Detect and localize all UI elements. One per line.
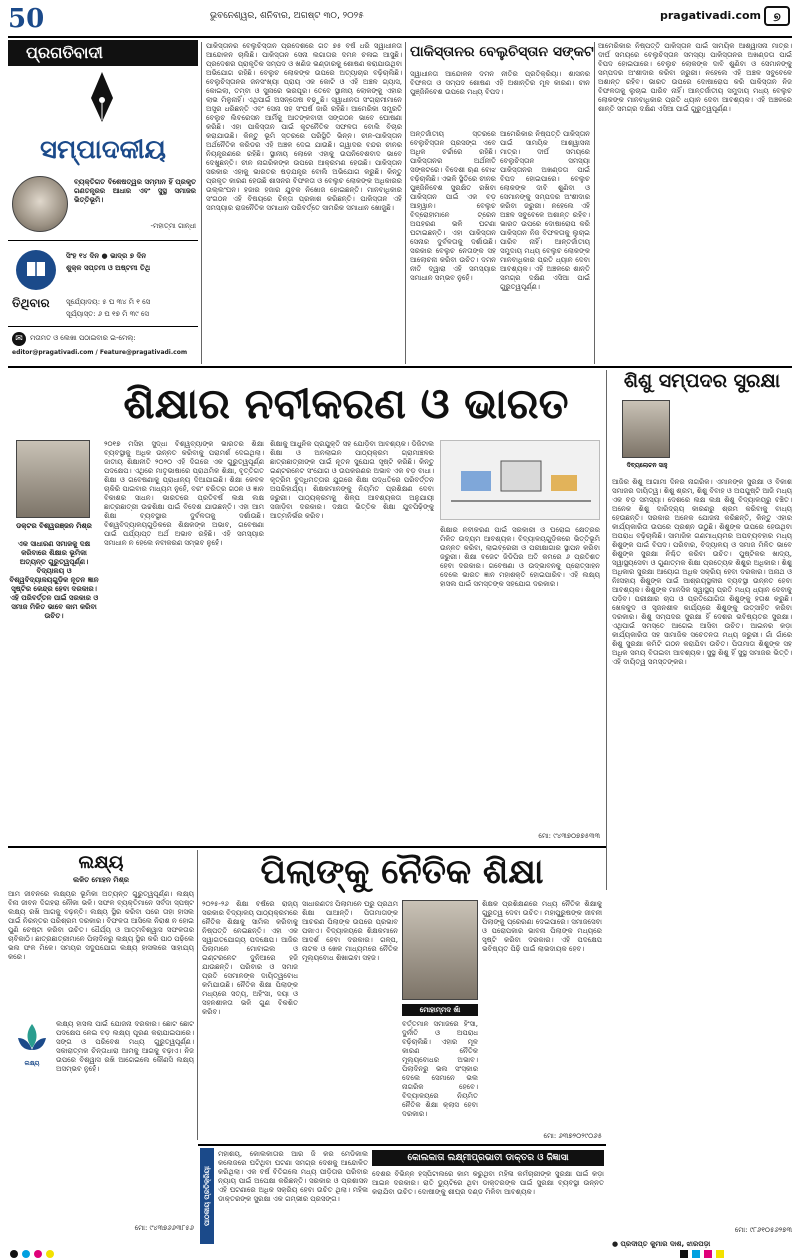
sidebar-divider-2 — [8, 326, 198, 327]
editorial-column-1: ପାକିସ୍ତାନର ବେଲୁଚିସ୍ତାନ ପ୍ରଦେଶରେ ଗତ ୭୫ ବର୍ଷ ଧରି ସ୍ୱାଧୀନତା ଆନ୍ଦୋଳନ ଚାଲିଛି। ପାକିସ୍ତାନ ସେନା ଲଗାତାର ଦମନ ଚଳାଇ ଆସୁଛି। ପ୍ରଦେଶର ପ୍ରାକୃତିକ ସମ୍ପଦ ଓ ଖଣିଜ ଭଣ୍ଡାରକୁ ଶୋଷଣ କରାଯାଉଥିବା ଅଭିଯୋଗ ରହିଛି। ବେଲୁଚ ଲୋକଙ୍କ ଉପରେ ଅତ୍ୟାଚାର ବଢ଼ିଚାଲିଛି। ବେଲୁଚିସ୍ତାନର ଜନସଂଖ୍ୟା ପ୍ରାୟ ଏକ କୋଟି ଓ ଏହି ଅଞ୍ଚଳ ଗ୍ୟାସ, କୋଇଲା, ତମ୍ବା ଓ ସୁନାରେ ଭରପୂର। ତେବେ ସ୍ଥାନୀୟ ଲୋକଙ୍କୁ ଏହାର ଲାଭ ମିଳୁନାହିଁ। ଏଥିପାଇଁ ଅସନ୍ତୋଷ ବଢ଼ୁଛି। ସ୍ୱାଧୀନତା ସଂଗ୍ରାମୀମାନେ ଅସ୍ତ୍ର ଧରିଛନ୍ତି ଏବଂ ସେନା ସହ ସଂଘର୍ଷ ଜାରି ରହିଛି। ଆମେରିକା ସମ୍ପ୍ରତି ବେଲୁଚ ଲିବରେସନ ଆର୍ମିକୁ ଆତଙ୍କବାଦୀ ସଙ୍ଗଠନ ଭାବେ ଘୋଷଣା କରିଛି। ଏହା ପାକିସ୍ତାନ ପାଇଁ କୂଟନୈତିକ ସଫଳତା ବୋଲି ବିଚାର କରାଯାଉଛି। କିନ୍ତୁ ଭୂମି ସ୍ତରରେ ପରିସ୍ଥିତି ଭିନ୍ନ। ଚୀନ-ପାକିସ୍ତାନ ଅର୍ଥନୈତିକ କରିଡର ଏହି ଅଞ୍ଚଳ ଦେଇ ଯାଉଛି। ଗ୍ୱାଦର ବନ୍ଦର ଚୀନର ନିୟନ୍ତ୍ରଣରେ ରହିଛି। ସ୍ଥାନୀୟ ଲୋକେ ଏହାକୁ ଉପନିବେଶବାଦ ଭାବେ ଦେଖୁଛନ୍ତି। ଚୀନ ନାଗରିକଙ୍କ ଉପରେ ଆକ୍ରମଣ ହେଉଛି। ପାକିସ୍ତାନ ସରକାର ଏହାକୁ ଭାରତର ଷଡ଼ଯନ୍ତ୍ର ବୋଲି ଅଭିଯୋଗ କରୁଛି। କିନ୍ତୁ ପ୍ରକୃତ କାରଣ ହେଉଛି ଶାସନର ବିଫଳତା ଓ ବେଲୁଚ ଲୋକଙ୍କ ଅଧିକାରର ଉଲ୍ଲଂଘନ। ହଜାର ହଜାର ଯୁବକ ନିଖୋଜ ହୋଇଛନ୍ତି। ମାନବାଧିକାର ସଂଗଠନ ଏହି ବିଷୟରେ ଚିନ୍ତା ପ୍ରକାଶ କରିଛନ୍ତି। ପାକିସ୍ତାନ ଏହି ସମସ୍ୟାର ରାଜନୈତିକ ସମାଧାନ ପରିବର୍ତ୍ତେ ସାମରିକ ସମାଧାନ ଖୋଜୁଛି। — [206, 42, 402, 212]
anniversary-number: 50 — [8, 4, 45, 34]
gandhi-quote: ବ୍ୟକ୍ତିଗତ ବିଶେଷତ୍ୱର ସମ୍ମାନ ହିଁ ପ୍ରକୃତ ଗଣତନ୍ତ୍ରର ଆଧାର ଏବଂ ସୁସ୍ଥ ସମାଜର ଭିତ୍ତିଭୂମି। — [74, 178, 196, 204]
sidebar-rule — [201, 42, 202, 364]
reg-dot-cyan — [22, 1250, 30, 1258]
pen-nib-icon — [88, 70, 116, 124]
masthead — [0, 0, 800, 38]
registration-marks-left — [10, 1250, 130, 1258]
section-rule — [8, 846, 606, 848]
pilanku-signoff: ମୋ: ୬୩୭୨୦୨୯୦୬୫ — [543, 1132, 602, 1140]
lakshya-column: ଆମ ଜୀବନରେ ଲକ୍ଷ୍ୟର ଭୂମିକା ଅତ୍ୟନ୍ତ ଗୁରୁତ୍ୱପୂର୍ଣ୍ଣ। ଲକ୍ଷ୍ୟ ବିନା ଜୀବନ ଦିଗହରା ନୌକା ଭଳି। ସଫଳ ବ୍ୟକ୍ତିମାନେ ସର୍ବଦା ସ୍ପଷ୍ଟ ଲକ୍ଷ୍ୟ ରଖି ଆଗକୁ ବଢ଼ନ୍ତି। ଲକ୍ଷ୍ୟ ସ୍ଥିର କରିବା ପରେ ତାହା ହାସଲ ପାଇଁ ନିରନ୍ତର ପରିଶ୍ରମ ଦରକାର। ବିଫଳତା ଆସିଲେ ନିରାଶ ନ ହୋଇ ପୁଣି ଚେଷ୍ଟା କରିବା ଉଚିତ। ଧୈର୍ଯ୍ୟ ଓ ଆତ୍ମବିଶ୍ୱାସ ସଫଳତାର ଚାବିକାଠି। ଛାତ୍ରଛାତ୍ରୀମାନେ ପିଲାଦିନରୁ ଲକ୍ଷ୍ୟ ସ୍ଥିର କରି ପାଠ ପଢ଼ିଲେ ଭଲ ଫଳ ମିଳେ। ସମୟର ସଦୁପଯୋଗ ଲକ୍ଷ୍ୟ ହାସଲରେ ସାହାଯ୍ୟ କରେ। — [8, 890, 194, 961]
main-column-1: ୨୦୧୭ ମସିହା ସୁଦ୍ଧା ବିଶ୍ୱବ୍ୟାଙ୍କ ଭାରତର ଶିକ୍ଷା ବ୍ୟବସ୍ଥାକୁ ଅଧିକ ଉନ୍ନତ କରିବାକୁ ପରାମର୍ଶ ଦେଇଥିଲା। ଜାତୀୟ ଶିକ୍ଷାନୀତି ୨୦୨୦ ଏହି ଦିଗରେ ଏକ ଗୁରୁତ୍ୱପୂର୍ଣ୍ଣ ପଦକ୍ଷେପ। ଏଥିରେ ମାତୃଭାଷାରେ ପ୍ରାଥମିକ ଶିକ୍ଷା, ବୃତ୍ତିଗତ ଶିକ୍ଷା ଓ ଗବେଷଣାକୁ ପ୍ରାଧାନ୍ୟ ଦିଆଯାଇଛି। ଶିକ୍ଷା କେବଳ ଚାକିରି ପାଇବାର ମାଧ୍ୟମ ନୁହେଁ, ବରଂ ଚରିତ୍ର ଗଠନ ଓ ଜ୍ଞାନ ବିକାଶର ସାଧନ। ଭାରତରେ ପ୍ରତିବର୍ଷ ଲକ୍ଷ ଲକ୍ଷ ଛାତ୍ରଛାତ୍ରୀ ଉଚ୍ଚଶିକ୍ଷା ପାଇଁ ବିଦେଶ ଯାଉଛନ୍ତି। ଏହା ଆମ ଶିକ୍ଷା ବ୍ୟବସ୍ଥାର ଦୁର୍ବଳତାକୁ ଦର୍ଶାଉଛି। ବିଶ୍ୱବିଦ୍ୟାଳୟଗୁଡ଼ିକରେ ଶିକ୍ଷକଙ୍କ ଅଭାବ, ଗବେଷଣା ପାଇଁ ପର୍ଯ୍ୟାପ୍ତ ଅର୍ଥ ଅଭାବ ରହିଛି। ଏହି ସମସ୍ୟାର ସମାଧାନ ନ ହେଲେ ନବୀକରଣ ସମ୍ଭବ ନୁହେଁ। — [104, 440, 264, 547]
lakshya-author: ଲଳିତ ମୋହନ ମିଶ୍ର — [72, 876, 129, 884]
main-signoff: ମୋ: ୯୪୩୭୦୭୭୫୩୩ — [538, 832, 600, 840]
sunrise-time: ସୂର୍ଯ୍ୟୋଦୟ: ୫ ଘ ୩୪ ମି ୧ ସେ — [66, 298, 151, 306]
shishu-signoff: ମୋ: ୯୮୬୧୦୫୬୨୭୩ — [734, 1226, 792, 1234]
pilanku-author-name: ମୋହାମ୍ମଦ ଖାଁ — [402, 1004, 478, 1016]
reg-dot-yellow — [46, 1250, 54, 1258]
shishu-headline: ଶିଶୁ ସମ୍ପଦର ସୁରକ୍ଷା — [623, 370, 781, 392]
tithi-title: ତିଥିବାର — [12, 296, 50, 310]
registration-marks-right — [680, 1250, 790, 1258]
shishu-author-name: ଦିବ୍ୟଲୋଚନ ସାହୁ — [626, 462, 668, 469]
section-title: ସମ୍ପାଦକୀୟ — [40, 135, 166, 165]
letters-left-column: ମହାଶୟ, କୋଲକାତାର ଆର ଜି କର ମେଡିକାଲ କଲେଜରେ ଘଟିଥିବା ଘଟଣା ସମଗ୍ର ଦେଶକୁ ଆନ୍ଦୋଳିତ କରିଥିଲା। ଏକ ବର୍ଷ ବିତିଗଲେ ମଧ୍ୟ ପୀଡ଼ିତାର ପରିବାର ନ୍ୟାୟ ପାଇଁ ଅପେକ୍ଷା କରିଛନ୍ତି। ସରକାର ଓ ପ୍ରଶାସନ ଏହି ଘଟଣାରେ ଅଧିକ ସକ୍ରିୟ ହେବା ଉଚିତ ଥିଲା। ମହିଳା ଡାକ୍ତରଙ୍କ ସୁରକ୍ଷା ଏକ ଗମ୍ଭୀର ପ୍ରସଙ୍ଗ। — [218, 1150, 368, 1203]
reg-square-yellow — [716, 1250, 724, 1258]
reg-square-cyan — [692, 1250, 700, 1258]
email-address[interactable]: editor@pragativadi.com / Feature@pragativadi.com — [12, 349, 188, 356]
letters-right-column: ଦେଶର ବିଭିନ୍ନ ହସ୍ପିଟାଲରେ କାମ କରୁଥିବା ମହିଳା କର୍ମଚାରୀଙ୍କ ସୁରକ୍ଷା ପାଇଁ କଡ଼ା ଆଇନ ଦରକାର। ରାତି ଡ୍ୟୁଟିରେ ଥିବା ଡାକ୍ତରଙ୍କ ପାଇଁ ସୁରକ୍ଷା ବ୍ୟବସ୍ଥା ଉନ୍ନତ କରାଯିବା ଉଚିତ। ଦୋଷୀଙ୍କୁ ଶୀଘ୍ର ଦଣ୍ଡ ମିଳିବା ଆବଶ୍ୟକ। — [372, 1170, 604, 1196]
education-illustration — [440, 440, 600, 520]
lakshya-logo — [14, 1020, 50, 1066]
page-number — [764, 6, 790, 26]
paper-name-banner — [8, 40, 198, 66]
shishu-column: ଆଜିର ଶିଶୁ ଆଗାମୀ ଦିନର ନାଗରିକ। ଏମାନଙ୍କ ସୁରକ୍ଷା ଓ ବିକାଶ ସମାଜର ଦାୟିତ୍ୱ। ଶିଶୁ ଶ୍ରମ, ଶିଶୁ ବିବାହ ଓ ଅପପୁଷ୍ଟି ଆଜି ମଧ୍ୟ ଏକ ବଡ଼ ସମସ୍ୟା। ଦେଶରେ ଲକ୍ଷ ଲକ୍ଷ ଶିଶୁ ବିଦ୍ୟାଳୟରୁ ବଞ୍ଚିତ। ଅନେକ ଶିଶୁ ଦାରିଦ୍ର୍ୟ କାରଣରୁ ଶ୍ରମ କରିବାକୁ ବାଧ୍ୟ ହେଉଛନ୍ତି। ସରକାର ଅନେକ ଯୋଜନା କରିଛନ୍ତି, କିନ୍ତୁ ଏହାର କାର୍ଯ୍ୟକାରିତା ଉପରେ ପ୍ରଶ୍ନ ଉଠୁଛି। ଶିଶୁଙ୍କ ଉପରେ ହେଉଥିବା ଅପରାଧ ବଢ଼ିଚାଲିଛି। ସାମାଜିକ ଗଣମାଧ୍ୟମର ଅପବ୍ୟବହାର ମଧ୍ୟ ଶିଶୁଙ୍କ ପାଇଁ ବିପଦ। ପରିବାର, ବିଦ୍ୟାଳୟ ଓ ସମାଜ ମିଳିତ ଭାବେ ଶିଶୁଙ୍କ ସୁରକ୍ଷା ନିଶ୍ଚିତ କରିବା ଉଚିତ। ପୁଷ୍ଟିକର ଖାଦ୍ୟ, ସ୍ୱାସ୍ଥ୍ୟସେବା ଓ ଗୁଣାତ୍ମକ ଶିକ୍ଷା ପ୍ରତ୍ୟେକ ଶିଶୁର ଅଧିକାର। ଶିଶୁ ଅଧିକାର ସୁରକ୍ଷା ଆୟୋଗ ଅଧିକ ସକ୍ରିୟ ହେବା ଦରକାର। ଅନାଥ ଓ ନିଃସହାୟ ଶିଶୁଙ୍କ ପାଇଁ ଆଶ୍ରୟସ୍ଥଳୀର ବ୍ୟବସ୍ଥା ଉନ୍ନତ ହେବା ଆବଶ୍ୟକ। ଶିଶୁଙ୍କ ମାନସିକ ସ୍ୱାସ୍ଥ୍ୟ ପ୍ରତି ମଧ୍ୟ ଧ୍ୟାନ ଦେବାକୁ ପଡ଼ିବ। ପରୀକ୍ଷାର ଚାପ ଓ ପ୍ରତିଯୋଗିତା ଶିଶୁଙ୍କୁ ହତାଶ କରୁଛି। ଖେଳକୁଦ ଓ ସୃଜନଶୀଳ କାର୍ଯ୍ୟରେ ଶିଶୁଙ୍କୁ ଉତ୍ସାହିତ କରିବା ଦରକାର। ଶିଶୁ ସମ୍ପଦର ସୁରକ୍ଷା ହିଁ ଦେଶର ଭବିଷ୍ୟତର ସୁରକ୍ଷା। ଏଥିପାଇଁ ସମସ୍ତେ ଆଗେଇ ଆସିବା ଉଚିତ। ଆଇନର କଡ଼ା କାର୍ଯ୍ୟକାରିତା ସହ ସାମାଜିକ ସଚେତନତା ମଧ୍ୟ ଜରୁରୀ। ଗାଁ ଗାଁରେ ଶିଶୁ ସୁରକ୍ଷା କମିଟି ଗଠନ କରାଯିବା ଉଚିତ। ପିତାମାତା ଶିଶୁଙ୍କ ସହ ଅଧିକ ସମୟ ବିତାଇବା ଆବଶ୍ୟକ। ସୁସ୍ଥ ଶିଶୁ ହିଁ ସୁସ୍ଥ ସମାଜର ଭିତ୍ତି। ଏହି ଦାୟିତ୍ୱ ସମସ୍ତଙ୍କର। — [612, 478, 792, 666]
main-author-photo — [16, 440, 90, 518]
lakshya-headline: ଲକ୍ଷ୍ୟ — [78, 852, 124, 873]
pilanku-headline: ପିଲାଙ୍କୁ ନୈତିକ ଶିକ୍ଷା — [260, 852, 544, 892]
page-number-value: ୭ — [773, 10, 781, 24]
lakshya-signoff: ମୋ: ୯୪୩୭୬୬୩୮୫୬ — [134, 1224, 194, 1232]
tithi-line-2: ଶୁକ୍ଳ ସପ୍ତମୀ ଓ ଅଷ୍ଟମୀ ତିଥି — [66, 264, 151, 272]
editorial-column-4: ଆମେରିକାର ନିଷ୍ପତ୍ତି ପାକିସ୍ତାନ ପାଇଁ ସାମୟିକ ଆଶ୍ୱାସନା ମାତ୍ର। ଦୀର୍ଘ ସମୟରେ ବେଲୁଚିସ୍ତାନ ସମସ୍ୟା ପାକିସ୍ତାନର ଅଖଣ୍ଡତା ପାଇଁ ବିପଦ ହୋଇପାରେ। ବେଲୁଚ ଲୋକଙ୍କ ଦାବି ଶୁଣିବା ଓ ସେମାନଙ୍କୁ ସମ୍ପଦର ଅଂଶୀଦାର କରିବା ଜରୁରୀ। ନହେଲେ ଏହି ଅଞ୍ଚଳ ସବୁବେଳେ ଅଶାନ୍ତ ରହିବ। ଭାରତ ଉପରେ ଦୋଷାରୋପ କରି ପାକିସ୍ତାନ ନିଜ ବିଫଳତାକୁ ଲୁଚାଇ ପାରିବ ନାହିଁ। ଆନ୍ତର୍ଜାତୀୟ ସମୁଦାୟ ମଧ୍ୟ ବେଲୁଚ ଲୋକଙ୍କ ମାନବାଧିକାର ପ୍ରତି ଧ୍ୟାନ ଦେବା ଆବଶ୍ୟକ। ଏହି ଅଞ୍ଚଳରେ ଶାନ୍ତି ସମଗ୍ର ଦକ୍ଷିଣ ଏସିଆ ପାଇଁ ଗୁରୁତ୍ୱପୂର୍ଣ୍ଣ। — [598, 42, 792, 113]
reg-square-magenta — [704, 1250, 712, 1258]
pak-box — [410, 42, 594, 126]
letters-signoff: ● ପ୍ରଦୀପ୍ତ କୁମାର ଦାଶ, ଝାରପଡ଼ା — [612, 1240, 711, 1248]
shishu-author-photo — [622, 400, 670, 458]
page-date: ଭୁବନେଶ୍ୱର, ଶନିବାର, ଅଗଷ୍ଟ ୩୦, ୨୦୨୫ — [210, 11, 364, 21]
pilanku-column-3: ବର୍ତ୍ତମାନ ସମାଜରେ ହିଂସା, ଦୁର୍ନୀତି ଓ ଅପରାଧ ବଢ଼ିଚାଲିଛି। ଏହାର ମୂଳ କାରଣ ନୈତିକ ମୂଲ୍ୟବୋଧର ଅଭାବ। ପିଲାଦିନରୁ ଭଲ ସଂସ୍କାର ଦେଲେ ସେମାନେ ଭଲ ନାଗରିକ ହେବେ। ବିଦ୍ୟାଳୟରେ ନିୟମିତ ନୈତିକ ଶିକ୍ଷା କ୍ଲାସ ହେବା ଦରକାର। — [402, 1020, 478, 1118]
calendar-icon — [16, 250, 56, 290]
editorial-column-2: ଅନ୍ତର୍ଜାତୀୟ ସ୍ତରରେ ବେଲୁଚିସ୍ତାନ ପ୍ରସଙ୍ଗ ଏବେ ଅଧିକ ଚର୍ଚ୍ଚାରେ ରହିଛି। ପାକିସ୍ତାନର ଅର୍ଥନୀତି ସଙ୍କଟରେ। ବିଦେଶୀ ଋଣ ବୋଝ ବଢ଼ିଚାଲିଛି। ଏଭଳି ସ୍ଥିତିରେ ଚୀନର ପୁଞ୍ଜିନିବେଶ ସୁରକ୍ଷିତ ରଖିବା ପାକିସ୍ତାନ ପାଇଁ ଏକ ବଡ଼ ଆହ୍ୱାନ। ବେଲୁଚ ବିଦ୍ରୋହୀମାନେ ଟ୍ରେନ ଅପହରଣ ଭଳି ଘଟଣା ଘଟାଇଛନ୍ତି। ଏହା ପାକିସ୍ତାନ ସେନାର ଦୁର୍ବଳତାକୁ ଦର୍ଶାଉଛି। ସରକାର ବେଲୁଚ ନେତାଙ୍କ ସହ ଆଲୋଚନା କରିବା ଉଚିତ। ଦମନ ନୀତି ଦ୍ୱାରା ଏହି ସମସ୍ୟାର ସମାଧାନ ସମ୍ଭବ ନୁହେଁ। — [410, 130, 496, 282]
main-author-caption: ଏକ ସାଧାରଣ ସମାଜକୁ ଦକ୍ଷ କରିବାରେ ଶିକ୍ଷାର ଭୂମିକା ଅତ୍ୟନ୍ତ ଗୁରୁତ୍ୱପୂର୍ଣ୍ଣ। ବିଦ୍ୟାଳୟ ଓ ବିଶ୍ୱବିଦ୍ୟାଳୟଗୁଡ଼ିକ ନୂତନ ଜ୍ଞାନ ସୃଷ୍ଟିର କେନ୍ଦ୍ର ହେବା ଦରକାର। ଏହି ପରିବର୍ତ୍ତନ ପାଇଁ ସରକାର ଓ ସମାଜ ମିଳିତ ଭାବେ କାମ କରିବା ଉଚିତ। — [9, 540, 99, 620]
section-rule — [8, 366, 792, 368]
tithi-line-1: ସିଂହ ୧୪ ଦିନ ● ଭାଦ୍ର ୭ ଦିନ — [66, 252, 147, 260]
column-rule — [197, 850, 198, 1140]
paper-name: ପ୍ରଗତିବାଦୀ — [26, 43, 103, 62]
quote-author: -ମହାତ୍ମା ଗାନ୍ଧୀ — [150, 222, 196, 230]
reg-square-black — [680, 1250, 688, 1258]
letters-side-label-text: ପାଠକୀୟ ପ୍ରତିକ୍ରିୟା — [203, 1166, 211, 1226]
main-headline: ଶିକ୍ଷାର ନବୀକରଣ ଓ ଭାରତ — [123, 379, 569, 428]
column-rule — [606, 370, 607, 890]
main-column-2: ଶିକ୍ଷାକୁ ଆଧୁନିକ ପ୍ରଯୁକ୍ତି ସହ ଯୋଡ଼ିବା ଆବଶ୍ୟକ। ଡିଜିଟାଲ ଶିକ୍ଷା ଓ ଅନଲାଇନ ପାଠ୍ୟକ୍ରମ ଗ୍ରାମାଞ୍ଚଳର ଛାତ୍ରଛାତ୍ରୀଙ୍କ ପାଇଁ ନୂତନ ସୁଯୋଗ ସୃଷ୍ଟି କରିଛି। କିନ୍ତୁ ଇଣ୍ଟରନେଟ ସଂଯୋଗ ଓ ଉପକରଣର ଅଭାବ ଏକ ବଡ଼ ବାଧା। କୃତ୍ରିମ ବୁଦ୍ଧିମତ୍ତାର ଯୁଗରେ ଶିକ୍ଷା ପଦ୍ଧତିରେ ପରିବର୍ତ୍ତନ ଅପରିହାର୍ଯ୍ୟ। ଶିକ୍ଷକମାନଙ୍କୁ ନିୟମିତ ପ୍ରଶିକ୍ଷଣ ଦେବା ଜରୁରୀ। ପାଠ୍ୟକ୍ରମକୁ ଶିଳ୍ପ ଆବଶ୍ୟକତା ଅନୁଯାୟୀ ସଜାଡ଼ିବା ଦରକାର। ଦକ୍ଷତା ଭିତ୍ତିକ ଶିକ୍ଷା ଯୁବପିଢ଼ିଙ୍କୁ ଆତ୍ମନିର୍ଭର କରିବ। — [270, 440, 434, 520]
masthead-rule — [8, 36, 792, 38]
pak-box-headline: ପାକିସ୍ତାନର ବେଲୁଚିସ୍ତାନ ସଙ୍କଟ — [410, 44, 594, 60]
mail-icon: ✉ — [12, 332, 26, 346]
main-author-name: ଡକ୍ଟର ବିଶ୍ୱରଞ୍ଜନ ମିଶ୍ର — [16, 522, 92, 530]
letters-side-label — [200, 1148, 214, 1244]
letters-headline: କୋଲକାତା ଲକ୍ଷ୍ମୀପ୍ରଭାତୀ ଡାକ୍ତର ଓ ଜିଜ୍ଞାସା — [407, 1153, 569, 1163]
reg-dot-black — [10, 1250, 18, 1258]
lakshya-column-b: ଲକ୍ଷ୍ୟ ହାସଲ ପାଇଁ ଯୋଜନା ଦରକାର। ଛୋଟ ଛୋଟ ପଦକ୍ଷେପ ନେଇ ବଡ଼ ଲକ୍ଷ୍ୟ ପୂରଣ କରାଯାଇପାରେ। ସଙ୍ଗ ଓ ପରିବେଶ ମଧ୍ୟ ଗୁରୁତ୍ୱପୂର୍ଣ୍ଣ। ସକାରାତ୍ମକ ଚିନ୍ତାଧାରା ଆମକୁ ଆଗକୁ ବଢ଼ାଏ। ନିଜ ଉପରେ ବିଶ୍ୱାସ ରଖି ଆଗେଇଲେ କୌଣସି ଲକ୍ଷ୍ୟ ଅସମ୍ଭବ ନୁହେଁ। — [56, 1020, 194, 1073]
pilanku-column-4: ଶିକ୍ଷକ ପ୍ରଶିକ୍ଷଣରେ ମଧ୍ୟ ନୈତିକ ଶିକ୍ଷାକୁ ଗୁରୁତ୍ୱ ଦେବା ଉଚିତ। ମହାପୁରୁଷଙ୍କ ଜୀବନୀ ପିଲାଙ୍କୁ ପ୍ରେରଣା ଦେଇପାରେ। ସମାଜସେବା ଓ ପରୋପକାର ଭାବନା ପିଲାଙ୍କ ମଧ୍ୟରେ ସୃଷ୍ଟି କରିବା ଦରକାର। ଏହି ପଦକ୍ଷେପ ଭବିଷ୍ୟତ ପିଢ଼ି ପାଇଁ ଲାଭଦାୟକ ହେବ। — [482, 900, 602, 953]
section-rule — [198, 1144, 606, 1146]
column-rule — [594, 42, 595, 364]
lakshya-logo-text: ଲକ୍ଷ୍ୟ — [24, 1060, 40, 1067]
reg-dot-magenta — [34, 1250, 42, 1258]
website-url[interactable]: pragativadi.com — [660, 9, 762, 22]
editorial-sidebar — [8, 40, 198, 410]
column-rule — [405, 42, 406, 364]
editorial-column-3: ଆମେରିକାର ନିଷ୍ପତ୍ତି ପାକିସ୍ତାନ ପାଇଁ ସାମୟିକ ଆଶ୍ୱାସନା ମାତ୍ର। ଦୀର୍ଘ ସମୟରେ ବେଲୁଚିସ୍ତାନ ସମସ୍ୟା ପାକିସ୍ତାନର ଅଖଣ୍ଡତା ପାଇଁ ବିପଦ ହୋଇପାରେ। ବେଲୁଚ ଲୋକଙ୍କ ଦାବି ଶୁଣିବା ଓ ସେମାନଙ୍କୁ ସମ୍ପଦର ଅଂଶୀଦାର କରିବା ଜରୁରୀ। ନହେଲେ ଏହି ଅଞ୍ଚଳ ସବୁବେଳେ ଅଶାନ୍ତ ରହିବ। ଭାରତ ଉପରେ ଦୋଷାରୋପ କରି ପାକିସ୍ତାନ ନିଜ ବିଫଳତାକୁ ଲୁଚାଇ ପାରିବ ନାହିଁ। ଆନ୍ତର୍ଜାତୀୟ ସମୁଦାୟ ମଧ୍ୟ ବେଲୁଚ ଲୋକଙ୍କ ମାନବାଧିକାର ପ୍ରତି ଧ୍ୟାନ ଦେବା ଆବଶ୍ୟକ। ଏହି ଅଞ୍ଚଳରେ ଶାନ୍ତି ସମଗ୍ର ଦକ୍ଷିଣ ଏସିଆ ପାଇଁ ଗୁରୁତ୍ୱପୂର୍ଣ୍ଣ। — [500, 130, 590, 291]
sidebar-divider — [8, 240, 198, 241]
pilanku-column-2: ସାଧାରଣତଃ ପିଲାମାନେ ଘରୁ ପ୍ରଥମ ଶିକ୍ଷା ପାଆନ୍ତି। ପିତାମାତାଙ୍କ ଆଚରଣ ପିଲାଙ୍କ ଉପରେ ପ୍ରଭାବ ପକାଏ। ବିଦ୍ୟାଳୟରେ ଶିକ୍ଷକମାନେ ଆଦର୍ଶ ହେବା ଦରକାର। ଗଳ୍ପ, ନାଟକ ଓ ଖେଳ ମାଧ୍ୟମରେ ନୈତିକ ମୂଲ୍ୟବୋଧ ଶିଖାଇବା ସହଜ। — [302, 900, 398, 962]
pak-box-deck: ସ୍ୱାଧୀନତା ଆନ୍ଦୋଳନ ଦମନ ନୀତିର ପ୍ରତିକ୍ରିୟା। ଶାସନର ବିଫଳତା ଓ ସମ୍ପଦ ଶୋଷଣ ଏହି ଅଶାନ୍ତିର ମୂଳ କାରଣ। ଚୀନ ପୁଞ୍ଜିନିବେଶ ଉପରେ ମଧ୍ୟ ବିପଦ। — [410, 70, 590, 96]
pilanku-column-1: ୨୦୨୫-୨୬ ଶିକ୍ଷା ବର୍ଷରେ ରାଜ୍ୟ ସରକାର ବିଦ୍ୟାଳୟ ପାଠ୍ୟକ୍ରମରେ ନୈତିକ ଶିକ୍ଷାକୁ ସାମିଲ କରିବାକୁ ନିଷ୍ପତ୍ତି ନେଇଛନ୍ତି। ଏହା ଏକ ସ୍ୱାଗତଯୋଗ୍ୟ ପଦକ୍ଷେପ। ଆଜିର ପିଲାମାନେ ମୋବାଇଲ ଓ ଇଣ୍ଟରନେଟ ଦୁନିଆରେ ହଜି ଯାଉଛନ୍ତି। ପରିବାର ଓ ସମାଜ ପ୍ରତି ସେମାନଙ୍କ ଦାୟିତ୍ୱବୋଧ କମିଯାଉଛି। ନୈତିକ ଶିକ୍ଷା ପିଲାଙ୍କ ମଧ୍ୟରେ ସତ୍ୟ, ଅହିଂସା, ଦୟା ଓ ସହନଶୀଳତା ଭଳି ଗୁଣ ବିକଶିତ କରିବ। — [202, 900, 298, 1016]
sunset-time: ସୂର୍ଯ୍ୟାସ୍ତ: ୬ ଘ ୧୭ ମି ୩୯ ସେ — [66, 310, 149, 318]
anniversary-logo — [8, 4, 52, 34]
gandhi-portrait — [12, 176, 68, 232]
email-label: ମତାମତ ଓ ଲେଖା ପଠାଇବାର ଇ-ମେଲ୍: — [30, 334, 136, 342]
main-column-3: ଶିକ୍ଷାର ନବୀକରଣ ପାଇଁ ସରକାରୀ ଓ ଘରୋଇ କ୍ଷେତ୍ରର ମିଳିତ ଉଦ୍ୟମ ଆବଶ୍ୟକ। ବିଦ୍ୟାଳୟଗୁଡ଼ିକରେ ଭିତ୍ତିଭୂମି ଉନ୍ନତ କରିବା, ଲାଇବ୍ରେରୀ ଓ ପରୀକ୍ଷାଗାର ସ୍ଥାପନ କରିବା ଜରୁରୀ। ଶିକ୍ଷା ବଜେଟ ଜିଡିପିର ଅତି କମରେ ୬ ପ୍ରତିଶତ ହେବା ଦରକାର। ଗବେଷଣା ଓ ଉଦ୍ଭାବନକୁ ପ୍ରୋତ୍ସାହନ ଦେଲେ ଭାରତ ଜ୍ଞାନ ମହାଶକ୍ତି ହୋଇପାରିବ। ଏହି ଲକ୍ଷ୍ୟ ହାସଲ ପାଇଁ ସମସ୍ତଙ୍କ ସହଯୋଗ ଦରକାର। — [440, 526, 600, 588]
letters-headline-bar — [372, 1150, 604, 1166]
pilanku-author-photo — [402, 900, 478, 1000]
